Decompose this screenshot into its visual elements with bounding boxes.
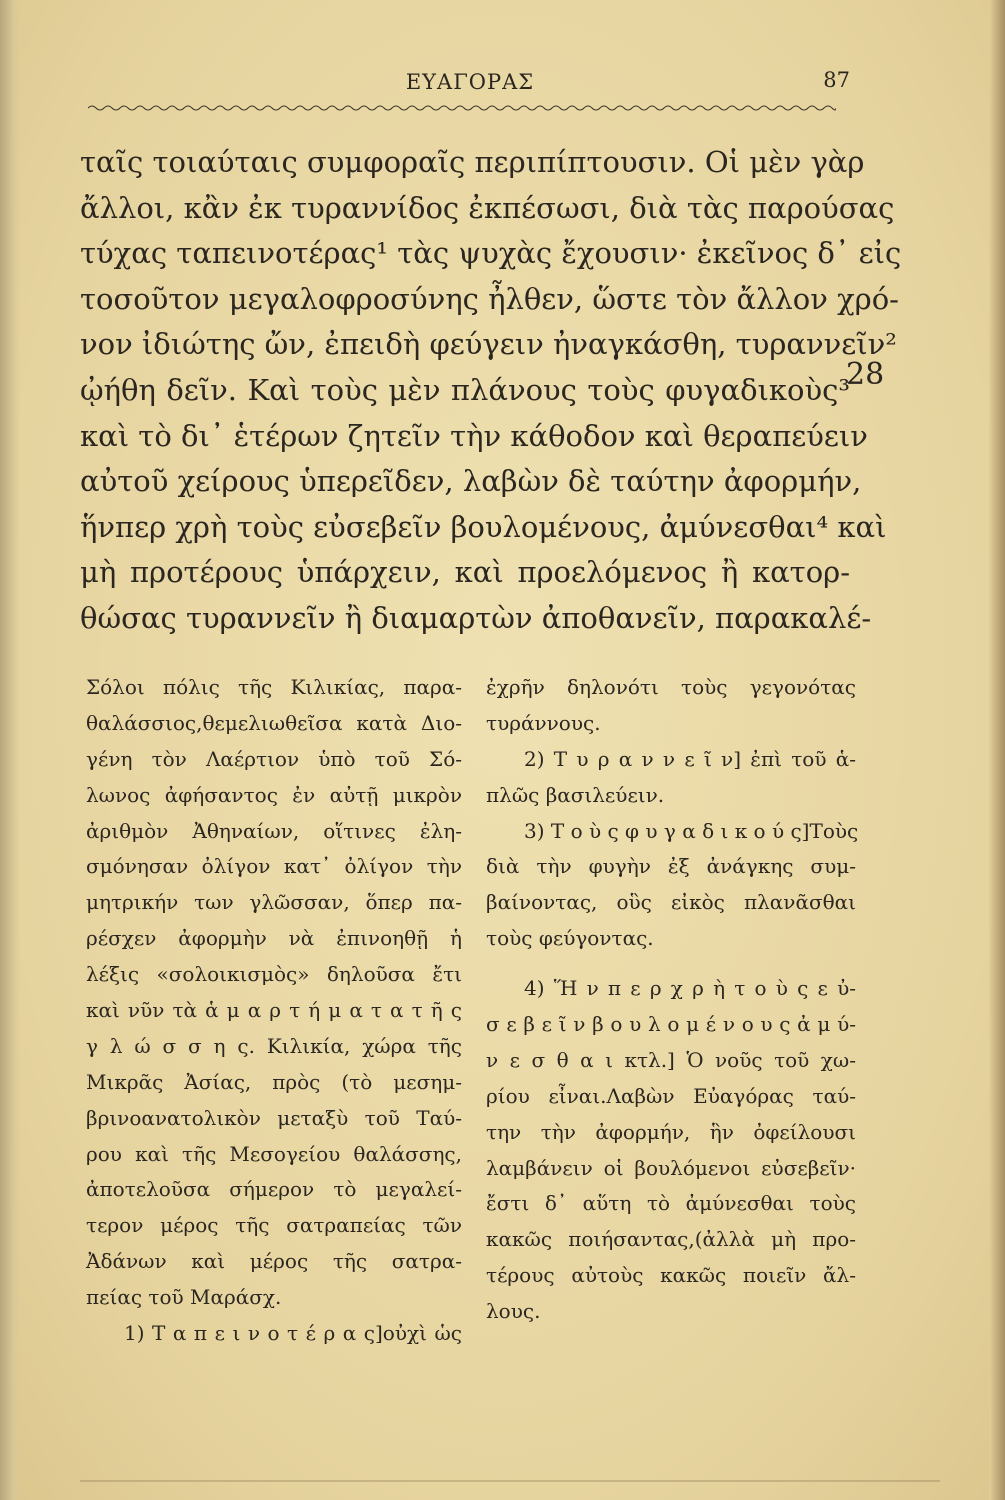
footnotes-right-column xyxy=(486,670,859,1330)
note-line: Ἀδάνων καὶ μέρος τῆς σατρα- xyxy=(86,1249,462,1274)
note-line: κακῶς ποιήσαντας,(ἀλλὰ μὴ προ- xyxy=(486,1227,856,1252)
binding-edge xyxy=(0,0,20,1500)
main-line: ταῖς τοιαύταις συμφοραῖς περιπίπτουσιν. Οἱ μὲν γὰρ xyxy=(80,145,865,179)
note-line: ρίου εἶναι.Λαβὼν Εὐαγόρας ταύ- xyxy=(486,1083,856,1108)
running-head-title: ΕΥΑΓΟΡΑΣ xyxy=(405,70,535,94)
main-line: ἄλλοι, κἂν ἐκ τυραννίδος ἐκπέσωσι, διὰ τὰς παρούσας xyxy=(80,190,895,225)
main-line: μὴ προτέρους ὑπάρχειν, καὶ προελόμενος ἢ κατορ- xyxy=(80,555,850,590)
main-line: θώσας τυραννεῖν ἢ διαμαρτὼν ἀποθανεῖν, παρακαλέ- xyxy=(80,600,872,635)
footnotes-left-column xyxy=(86,670,462,1352)
note-line: ν ε σ θ α ι κτλ.] Ὁ νοῦς τοῦ χω- xyxy=(486,1047,856,1072)
note-line: ἔστι δ᾽ αὕτη τὸ ἀμύνεσθαι τοὺς xyxy=(486,1191,856,1216)
note-line: τοὺς φεύγοντας. xyxy=(486,926,654,951)
note-line: πείας τοῦ Μαράσχ. xyxy=(86,1285,282,1310)
note-line: λωνος ἀφήσαντος ἐν αὐτῇ μικρὸν xyxy=(86,782,462,807)
footnote-2-start: 2) Τ υ ρ α ν ν ε ῖ ν] ἐπὶ τοῦ ἁ- xyxy=(524,746,856,771)
note-line: πλῶς βασιλεύειν. xyxy=(486,782,665,807)
note-line: ἐχρῆν δηλονότι τοὺς γεγονότας xyxy=(486,675,856,699)
note-line: ρέσχεν ἀφορμὴν νὰ ἐπινοηθῇ ἡ xyxy=(86,926,462,951)
note-line: γ λ ώ σ σ η ς. Κιλικία, χώρα τῆς xyxy=(86,1033,462,1058)
note-line: γένη τὸν Λαέρτιον ὑπὸ τοῦ Σό- xyxy=(86,746,462,771)
main-line: νον ἰδιώτης ὤν, ἐπειδὴ φεύγειν ἠναγκάσθη, τυραννεῖν² xyxy=(80,327,897,362)
note-line: τέρους αὐτοὺς κακῶς ποιεῖν ἄλ- xyxy=(486,1263,856,1288)
note-line: την τὴν ἀφορμήν, ἣν ὀφείλουσι xyxy=(486,1119,856,1144)
page-number: 87 xyxy=(823,68,850,92)
note-line: βρινοανατολικὸν μεταξὺ τοῦ Ταύ- xyxy=(86,1105,462,1130)
note-line: σμόνησαν ὀλίγον κατ᾽ ὀλίγον τὴν xyxy=(86,854,462,879)
note-line: λους. xyxy=(486,1299,541,1324)
note-line: Μικρᾶς Ἀσίας, πρὸς (τὸ μεσημ- xyxy=(86,1069,462,1094)
page-edge xyxy=(989,0,1005,1500)
note-spacer xyxy=(486,957,856,971)
footnote-3-start: 3) Τ ο ὺ ς φ υ γ α δ ι κ ο ύ ς]Τοὺς xyxy=(524,818,859,843)
note-line: τερον μέρος τῆς σατραπείας τῶν xyxy=(86,1213,462,1238)
note-line: σ ε β ε ῖ ν β ο υ λ ο μ έ ν ο υ ς ἀ μ ύ- xyxy=(486,1012,856,1037)
footnote-1-start: 1) Τ α π ε ι ν ο τ έ ρ α ς]οὐχὶ ὡς xyxy=(124,1321,462,1346)
main-line: καὶ τὸ δι᾽ ἑτέρων ζητεῖν τὴν κάθοδον καὶ θεραπεύειν xyxy=(80,418,868,453)
note-line: ἀριθμὸν Ἀθηναίων, οἵτινες ἐλη- xyxy=(86,818,462,843)
note-line: βαίνοντας, οὓς εἰκὸς πλανᾶσθαι xyxy=(486,890,856,915)
note-line: λέξις «σολοικισμὸς» δηλοῦσα ἔτι xyxy=(86,962,462,987)
note-line: ρου καὶ τῆς Μεσογείου θαλάσσης, xyxy=(86,1141,462,1166)
main-line: ἥνπερ χρὴ τοὺς εὐσεβεῖν βουλομένους, ἀμύνεσθαι⁴ καὶ xyxy=(80,509,887,544)
note-line: Σόλοι πόλις τῆς Κιλικίας, παρα- xyxy=(86,675,462,699)
header-wavy-rule xyxy=(88,103,836,113)
bottom-edge-line xyxy=(80,1480,940,1482)
main-line: τοσοῦτον μεγαλοφροσύνης ἦλθεν, ὥστε τὸν ἄλλον χρό- xyxy=(80,281,899,316)
main-line: ᾠήθη δεῖν. Καὶ τοὺς μὲν πλάνους τοὺς φυγαδικοὺς³ xyxy=(80,372,850,407)
main-line: τύχας ταπεινοτέρας¹ τὰς ψυχὰς ἔχουσιν· ἐκεῖνος δ᾽ εἰς xyxy=(80,236,902,271)
note-line: μητρικήν των γλῶσσαν, ὅπερ πα- xyxy=(86,890,462,915)
note-line: τυράννους. xyxy=(486,710,601,735)
note-line: θαλάσσιος,θεμελιωθεῖσα κατὰ Διο- xyxy=(86,710,462,735)
margin-section-number: 28 xyxy=(846,357,885,392)
note-line: λαμβάνειν οἱ βουλόμενοι εὐσεβεῖν· xyxy=(486,1155,856,1180)
note-line: διὰ τὴν φυγὴν ἐξ ἀνάγκης συμ- xyxy=(486,854,856,879)
footnote-4-start: 4) Ἥ ν π ε ρ χ ρ ὴ τ ο ὺ ς ε ὐ- xyxy=(524,976,856,1001)
note-line: ἀποτελοῦσα σήμερον τὸ μεγαλεί- xyxy=(86,1177,462,1202)
main-line: αὐτοῦ χείρους ὑπερεῖδεν, λαβὼν δὲ ταύτην ἀφορμήν, xyxy=(80,464,862,499)
note-line: καὶ νῦν τὰ ἁ μ α ρ τ ή μ α τ α τ ῆ ς xyxy=(86,998,462,1023)
